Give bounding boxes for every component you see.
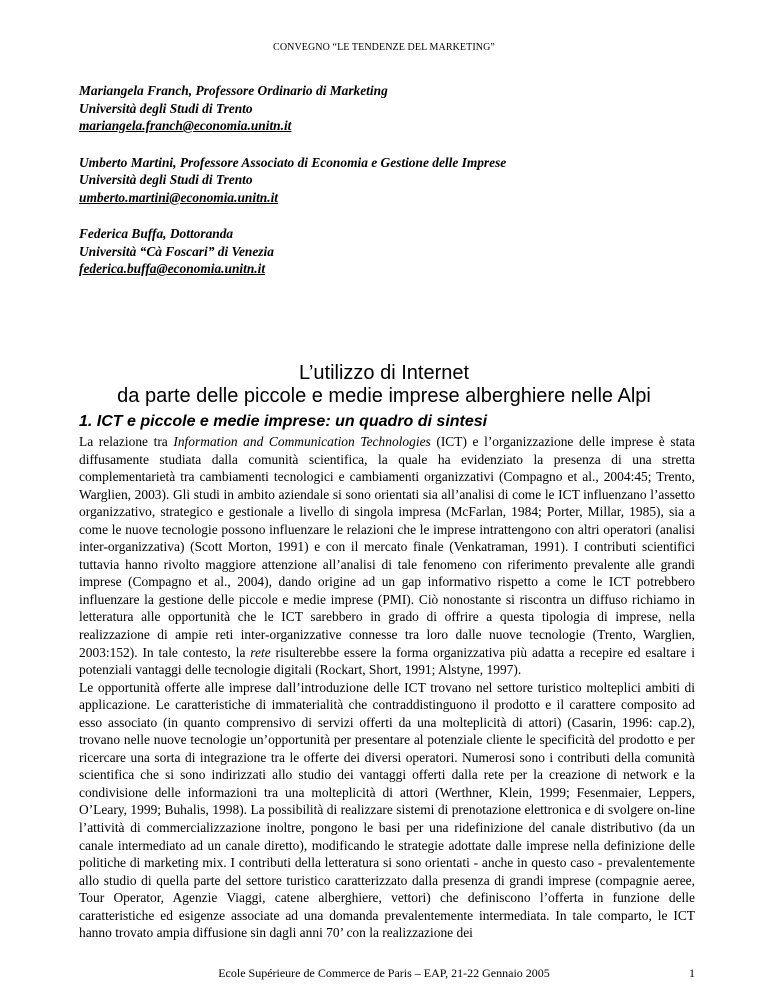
paragraph-text: risulterebbe essere la forma organizzativa più adatta a recepire ed esaltare i potenziali vantaggi delle tecnologie digitali (Rockart, Short, 1991; Alstyne, 1997). [79,644,695,678]
title-line-1: L’utilizzo di Internet [298,362,470,384]
author-name-role: Umberto Martini, Professore Associato di Economia e Gestione delle Imprese [79,154,507,170]
author-affiliation: Università “Cà Foscari” di Venezia [79,243,274,259]
author-affiliation: Università degli Studi di Trento [79,172,253,187]
author-email-link[interactable]: federica.buffa@economia.unitn.it [79,261,266,276]
page-number: 1 [689,966,695,980]
paragraph [79,433,695,679]
title-line-2: da parte delle piccole e medie imprese alberghiere nelle Alpi [117,384,651,407]
author-entry [79,82,699,135]
body-text [79,433,695,942]
author-affiliation: Università degli Studi di Trento [79,100,253,116]
author-entry [79,154,699,207]
footer-conference: Ecole Supérieure de Commerce de Paris – EAP, 21-22 Gennaio 2005 [218,966,550,980]
author-email-link[interactable]: mariangela.franch@economia.unitn.it [79,118,292,133]
header-text: CONVEGNO “LE TENDENZE DEL MARKETING” [273,42,495,53]
author-entry [79,225,699,278]
paragraph-text: La relazione tra [79,434,174,449]
paragraph: Le opportunità offerte alle imprese dall’introduzione delle ICT trovano nel settore turistico molteplici ambiti di applicazione. Le caratteristiche di immaterialità che contraddistinguono il prodotto e il carattere composito ad esso associato (in quanto comprensivo di servizi offerti da una molteplicità di attori) (Casarin, 1996: cap.2), trovano nelle nuove tecnologie un’opportunità per presentare al potenziale cliente le specificità del prodotto e per ricercare una sorta di integrazione tra le offerte dei diversi operatori. Numerosi sono i contributi della comunità scientifica che si sono indirizzati allo studio dei vantaggi offerti dalla rete per la creazione di network e la condivisione delle informazioni tra una molteplicità di attori (Werthner, Klein, 1999; Fesenmaier, Leppers, O’Leary, 1999; Buhalis, 1998). La possibilità di realizzare sistemi di prenotazione elettronica e di svolgere on-line l’attività di commercializzazione inoltre, pongono le basi per una ridefinizione del canale distributivo (da un canale intermediato ad un canale diretto), modificando le strategie adottate dalle imprese nella definizione delle politiche di marketing mix. I contributi della letteratura si sono orientati - anche in questo caso - prevalentemente allo studio di quella parte del settore turistico caratterizzato dalla presenza di grandi imprese (compagnie aeree, Tour Operator, Agenzie Viaggi, catene alberghiere, vettori) che definiscono l’offerta in funzione delle caratteristiche ed esigenze associate ad una domanda prevalentemente intermediata. In tale comparto, le ICT hanno trovato ampia diffusione sin dagli anni 70’ con la realizzazione dei [79,679,695,941]
author-name-role: Mariangela Franch, Professore Ordinario di Marketing [79,83,388,98]
running-header [0,42,768,53]
italic-term: rete [250,644,271,660]
italic-term: Information and Communication Technologies [173,434,431,449]
paragraph-text: (ICT) e l’organizzazione delle imprese è stata diffusamente studiata dalla comunità scientifica, la quale ha evidenziato la presenza di una stretta complementarietà tra cambiamenti tecnologici e cambiamenti organizzativi (Compagno et al., 2004:45; Trento, Warglien, 2003). Gli studi in ambito aziendale si sono orientati sia all’analisi di come le ICT influenzano l’assetto organizzativo, strategico e gestionale a livello di singola impresa (McFarlan, 1984; Porter, Millar, 1985), sia a come le nuove tecnologie possono influenzare le relazioni che le imprese intrattengono con altri operatori (analisi inter-organizzativa) (Scott Morton, 1991) e con il mercato finale (Venkatraman, 1991). I contributi scientifici tuttavia hanno rivolto maggiore attenzione all’analisi di tale fenomeno con riferimento prevalente alle grandi imprese (Compagno et al., 2004), dando origine ad un gap informativo rispetto a come le ICT potrebbero influenzare la gestione delle piccole e medie imprese (PMI). Ciò nonostante si riscontra un diffuso richiamo in letteratura alle opportunità che le ICT sarebbero in grado di offrire a questa tipologia di imprese, nella realizzazione di ampie reti inter-organizzative connesse tra loro dalle nuove tecnologie (Trento, Warglien, 2003:152). In tale contesto, la [79,434,695,660]
author-name-role: Federica Buffa, Dottoranda [79,226,234,241]
paper-title [0,362,768,407]
section-heading: 1. ICT e piccole e medie imprese: un quadro di sintesi [79,413,488,430]
author-block [79,82,699,297]
author-email-link[interactable]: umberto.martini@economia.unitn.it [79,189,279,205]
